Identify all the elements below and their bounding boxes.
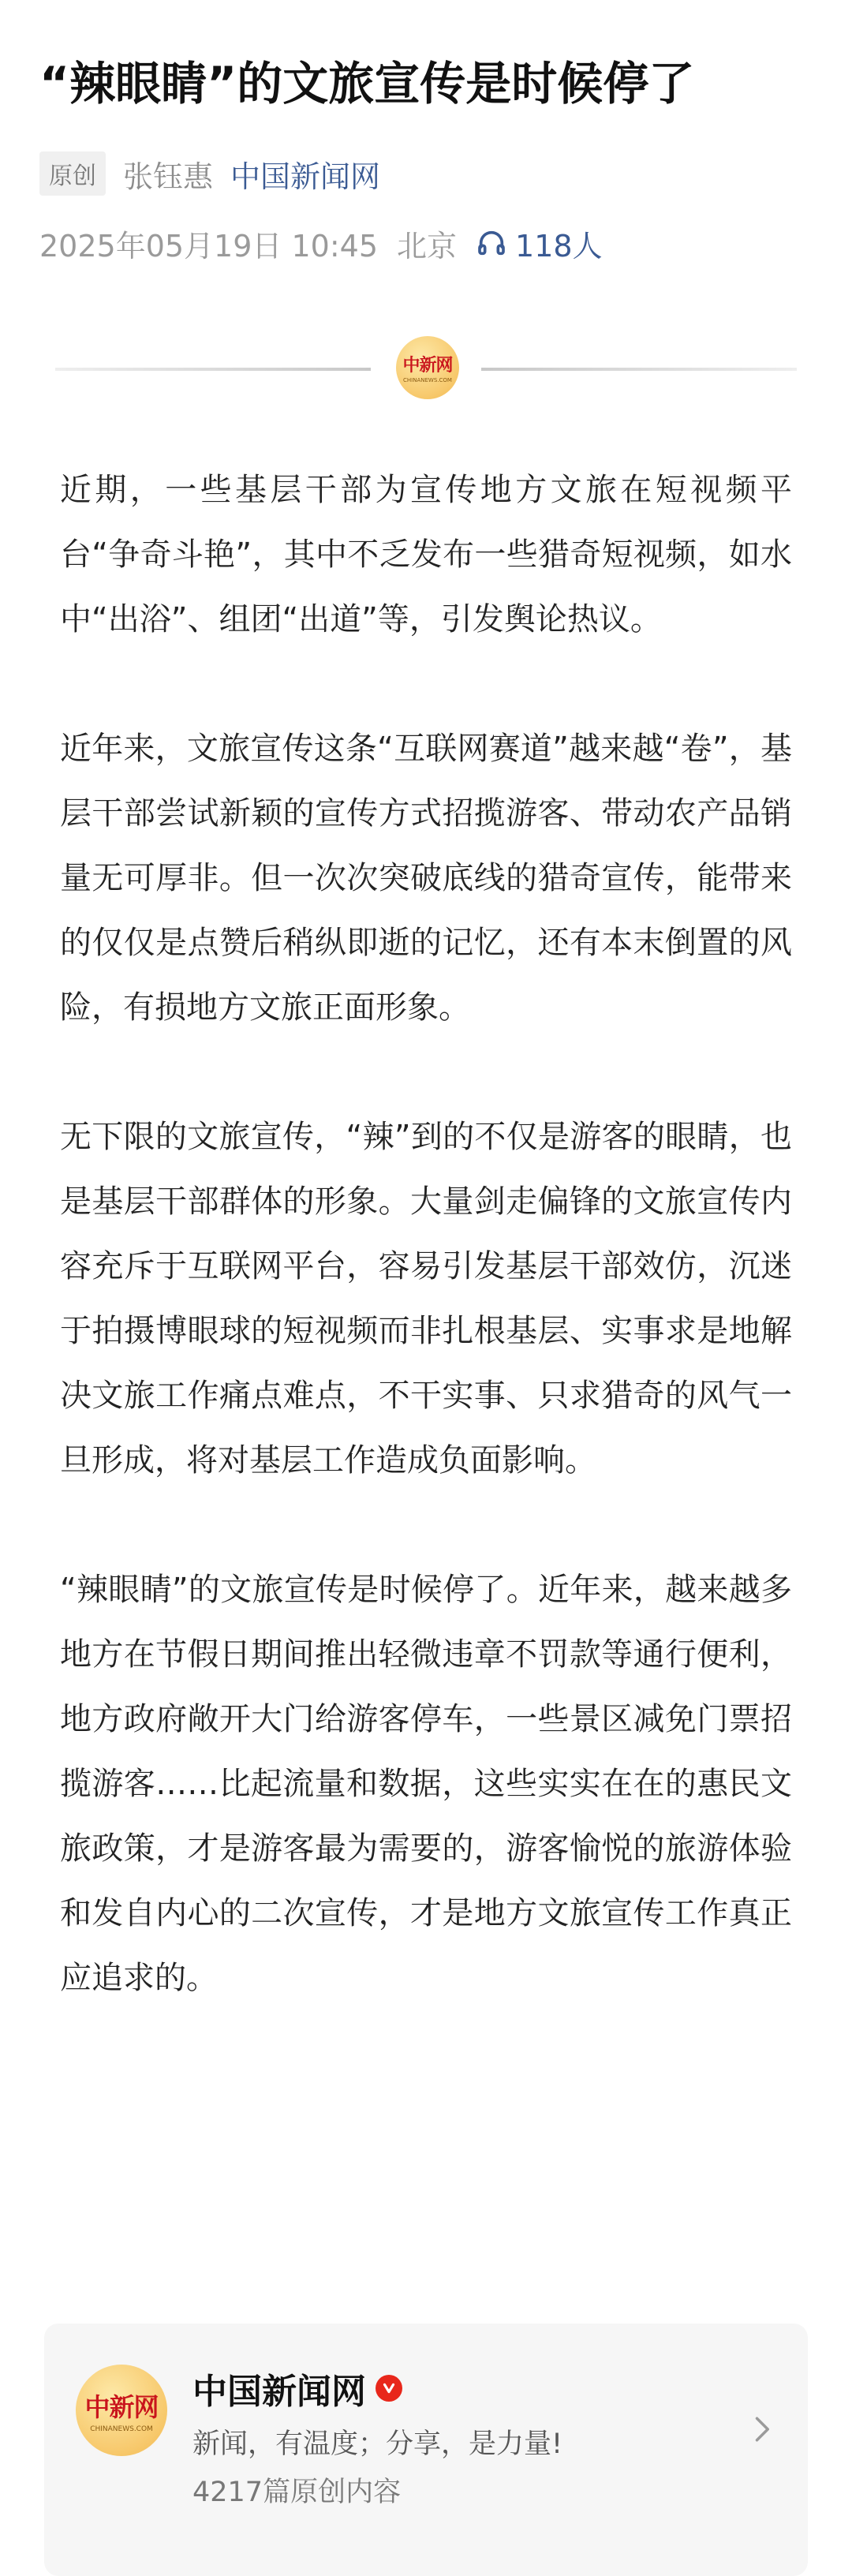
article-body <box>60 458 792 2075</box>
publish-location: 北京 <box>397 228 458 264</box>
original-badge: 原创 <box>39 151 106 196</box>
avatar-cn-text: 中新网 <box>84 2392 159 2422</box>
account-slogan: 新闻，有温度；分享，是力量! <box>192 2428 563 2460</box>
account-name: 中国新闻网 <box>192 2372 366 2412</box>
byline <box>39 150 380 197</box>
publish-info <box>39 219 603 267</box>
paragraph: 近期，一些基层干部为宣传地方文旅在短视频平台“争奇斗艳”，其中不乏发布一些猎奇短视频，如水中“出浴”、组团“出道”等，引发舆论热议。 <box>60 472 792 637</box>
chevron-right-icon[interactable] <box>748 2412 775 2447</box>
divider-line-right <box>481 368 797 371</box>
account-avatar <box>76 2365 167 2456</box>
account-name-row <box>192 2363 402 2413</box>
article-title: “辣眼睛”的文旅宣传是时候停了 <box>39 57 695 110</box>
account-card[interactable] <box>44 2324 808 2576</box>
avatar-en-text: CHINANEWS.COM <box>90 2425 153 2433</box>
verified-badge-icon <box>376 2375 402 2402</box>
section-divider <box>55 336 797 399</box>
source-link[interactable]: 中国新闻网 <box>230 159 381 194</box>
paragraph: 无下限的文旅宣传，“辣”到的不仅是游客的眼睛，也是基层干部群体的形象。大量剑走偏锋的文旅宣传内容充斥于互联网平台，容易引发基层干部效仿，沉迷于拍摄博眼球的短视频而非扎根基层、实事求是地解决文旅工作痛点难点，不干实事、只求猎奇的风气一旦形成，将对基层工作造成负面影响。 <box>60 1119 792 1479</box>
headphones-icon <box>476 227 507 259</box>
paragraph: 近年来，文旅宣传这条“互联网赛道”越来越“卷”，基层干部尝试新颖的宣传方式招揽游客、带动农产品销量无可厚非。但一次次突破底线的猎奇宣传，能带来的仅仅是点赞后稍纵即逝的记忆，还有本末倒置的风险，有损地方文旅正面形象。 <box>60 731 792 1026</box>
account-original-count: 4217篇原创内容 <box>192 2477 402 2508</box>
logo-cn-text: 中新网 <box>402 355 453 376</box>
paragraph: “辣眼睛”的文旅宣传是时候停了。近年来，越来越多地方在节假日期间推出轻微违章不罚款等通行便利，地方政府敞开大门给游客停车，一些景区减免门票招揽游客……比起流量和数据，这些实实在在的惠民文旅政策，才是游客最为需要的，游客愉悦的旅游体验和发自内心的二次宣传，才是地方文旅宣传工作真正应追求的。 <box>60 1572 792 1996</box>
author-name: 张钰惠 <box>123 159 214 194</box>
divider-line-left <box>55 368 371 371</box>
publish-date: 2025年05月19日 10:45 <box>39 228 379 264</box>
listen-button[interactable] <box>476 222 603 265</box>
chinanews-logo <box>396 336 459 399</box>
logo-en-text: CHINANEWS.COM <box>403 377 452 383</box>
listen-count: 118人 <box>515 228 603 264</box>
